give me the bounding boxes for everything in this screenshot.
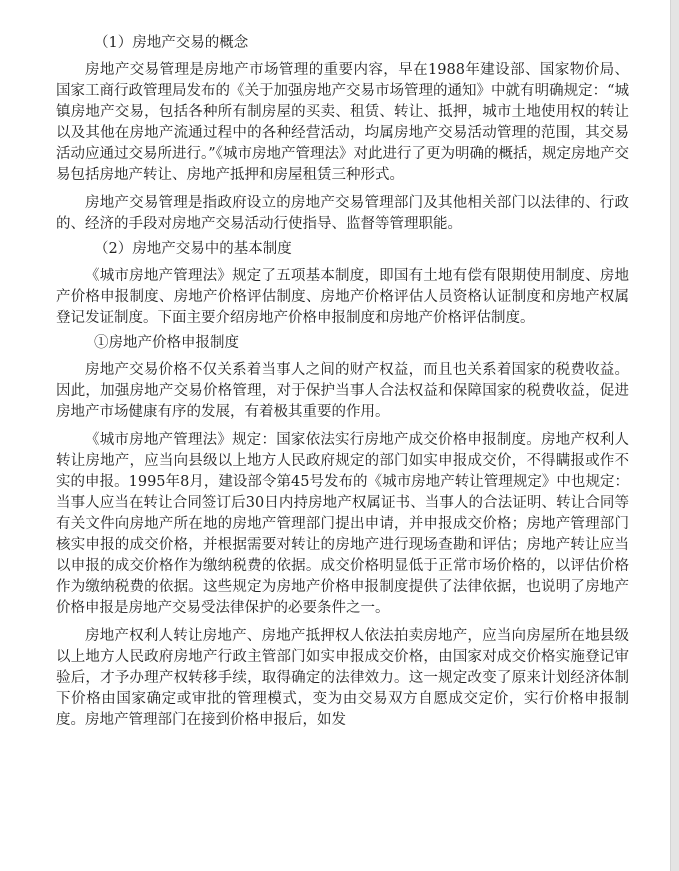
document-body — [56, 33, 629, 738]
paragraph-3: 《城市房地产管理法》规定了五项基本制度，即国有土地有偿有限期使用制度、房地产价格申报制度、房地产价格评估制度、房地产价格评估人员资格认证制度和房地产权属登记发证制度。下面主要介绍房地产价格申报制度和房地产价格评估制度。 — [56, 268, 629, 326]
paragraph-6: 房地产权利人转让房地产、房地产抵押权人依法拍卖房地产，应当向房屋所在地县级以上地方人民政府房地产行政主管部门如实申报成交价格，由国家对成交价格实施登记审验后，才予办理产权转移手续，取得确定的法律效力。这一规定改变了原来计划经济体制下价格由国家确定或审批的管理模式，变为由交易双方自愿成交定价，实行价格申报制度。房地产管理部门在接到价格申报后，如发 — [56, 628, 629, 728]
section-heading-2: （2）房地产交易中的基本制度 — [94, 241, 292, 257]
scrollbar-track[interactable] — [671, 0, 679, 871]
paragraph-2: 房地产交易管理是指政府设立的房地产交易管理部门及其他相关部门以法律的、行政的、经济的手段对房地产交易活动行使指导、监督等管理职能。 — [56, 195, 629, 232]
paragraph-5: 《城市房地产管理法》规定：国家依法实行房地产成交价格申报制度。房地产权利人转让房地产，应当向县级以上地方人民政府规定的部门如实申报成交价，不得瞒报或作不实的申报。1995年8月，建设部令第45号发布的《城市房地产转让管理规定》中也规定：当事人应当在转让合同签订后30日内持房地产权属证书、当事人的合法证明、转让合同等有关文件向房地产所在地的房地产管理部门提出申请，并申报成交价格；房地产管理部门核实申报的成交价格，并根据需要对转让的房地产进行现场查勘和评估；房地产转让应当以申报的成交价格作为缴纳税费的依据。成交价格明显低于正常市场价格的，以评估价格作为缴纳税费的依据。这些规定为房地产价格申报制度提供了法律依据，也说明了房地产价格申报是房地产交易受法律保护的必要条件之一。 — [56, 432, 629, 616]
section-heading-3: ①房地产价格申报制度 — [94, 335, 239, 351]
paragraph-1: 房地产交易管理是房地产市场管理的重要内容，早在1988年建设部、国家物价局、国家工商行政管理局发布的《关于加强房地产交易市场管理的通知》中就有明确规定：“城镇房地产交易，包括各种所有制房屋的买卖、租赁、转让、抵押，城市土地使用权的转让以及其他在房地产流通过程中的各种经营活动，均属房地产交易活动管理的范围，其交易活动应通过交易所进行。”《城市房地产管理法》对此进行了更为明确的概括，规定房地产交易包括房地产转让、房地产抵押和房屋租赁三种形式。 — [56, 62, 629, 183]
paragraph-4: 房地产交易价格不仅关系着当事人之间的财产权益，而且也关系着国家的税费收益。因此，加强房地产交易价格管理，对于保护当事人合法权益和保障国家的税费收益，促进房地产市场健康有序的发展，有着极其重要的作用。 — [56, 362, 629, 420]
section-heading-1: （1）房地产交易的概念 — [94, 35, 249, 51]
